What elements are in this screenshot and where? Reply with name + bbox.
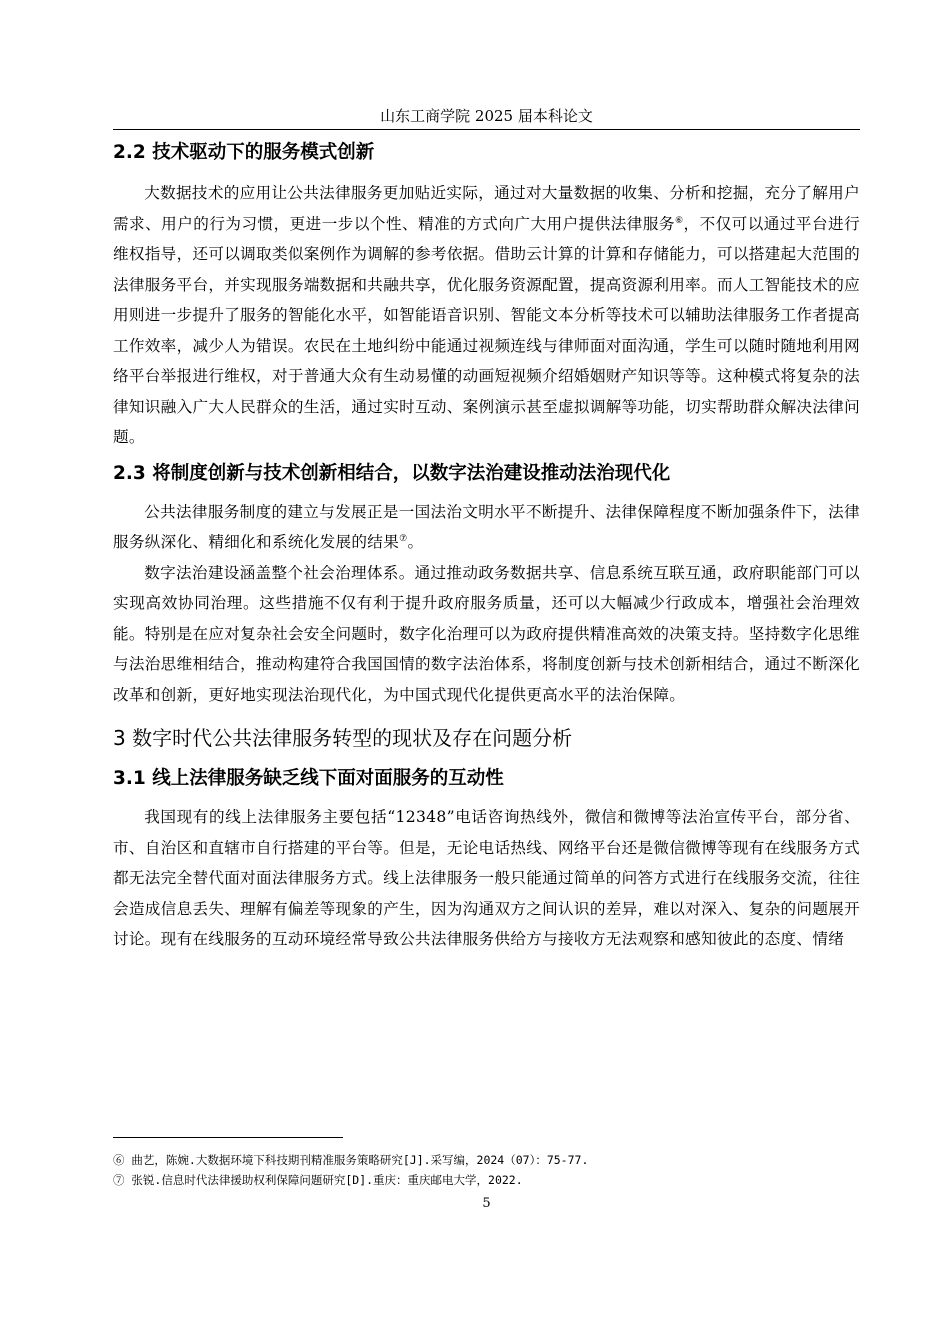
page-number: 5 [482,1196,491,1211]
chapter-heading-3: 3 数字时代公共法律服务转型的现状及存在问题分析 [113,726,573,750]
footnote-ref-6[interactable]: ⑥ [674,215,684,226]
paragraph-text: 。 [407,533,424,551]
footnote-ref-7[interactable]: ⑦ [399,533,408,544]
footnote-7: ⑦ 张锐.信息时代法律援助权利保障问题研究[D].重庆：重庆邮电大学，2022. [113,1173,523,1187]
paragraph-3-1: 我国现有的线上法律服务主要包括“12348”电话咨询热线外，微信和微博等法治宣传平台，部分省、市、自治区和直辖市自行搭建的平台等。但是，无论电话热线、网络平台还是微信微博等现有在线服务方式都无法完全替代面对面法律服务方式。线上法律服务一般只能通过简单的问答方式进行在线服务交流，往往会造成信息丢失、理解有偏差等现象的产生，因为沟通双方之间认识的差异，难以对深入、复杂的问题展开讨论。现有在线服务的互动环境经常导致公共法律服务供给方与接收方无法观察和感知彼此的态度、情绪 [113,808,861,948]
paragraph-text: ，不仅可以通过平台进行维权指导，还可以调取类似案例作为调解的参考依据。借助云计算的计算和存储能力，可以搭建起大范围的法律服务平台，并实现服务端数据和共融共享，优化服务资源配置，提高资源利用率。而人工智能技术的应用则进一步提升了服务的智能化水平，如智能语音识别、智能文本分析等技术可以辅助法律服务工作者提高工作效率，减少人为错误。农民在土地纠纷中能通过视频连线与律师面对面沟通，学生可以随时随地利用网络平台举报进行维权，对于普通大众有生动易懂的动画短视频介绍婚姻财产知识等等。这种模式将复杂的法律知识融入广大人民群众的生活，通过实时互动、案例演示甚至虚拟调解等功能，切实帮助群众解决法律问题。 [113,214,861,446]
footnotes [113,1150,860,1190]
running-header: 山东工商学院 2025 届本科论文 [380,107,593,125]
section-heading-3-1: 3.1 线上法律服务缺乏线下面对面服务的互动性 [113,768,504,789]
header-rule [113,129,860,130]
paragraph-2-2 [113,178,860,453]
paragraph-2-3-a [113,497,860,558]
paragraph-text: 大数据技术的应用让公共法律服务更加贴近实际，通过对大量数据的收集、分析和挖掘，充分了解用户需求、用户的行为习惯，更进一步以个性、精准的方式向广大用户提供法律服务 [113,184,860,233]
paragraph-text: 公共法律服务制度的建立与发展正是一国法治文明水平不断提升、法律保障程度不断加强条件下，法律服务纵深化、精细化和系统化发展的结果 [113,502,860,551]
section-heading-2-3: 2.3 将制度创新与技术创新相结合，以数字法治建设推动法治现代化 [113,462,671,484]
footnote-rule [113,1137,343,1138]
footnote-6: ⑥ 曲艺，陈婉.大数据环境下科技期刊精准服务策略研究[J].采写编，2024（07）：75-77. [113,1153,589,1167]
section-heading-2-2: 2.2 技术驱动下的服务模式创新 [113,142,375,163]
page-body [113,138,860,955]
paragraph-2-3-b: 数字法治建设涵盖整个社会治理体系。通过推动政务数据共享、信息系统互联互通，政府职能部门可以实现高效协同治理。这些措施不仅有利于提升政府服务质量，还可以大幅减少行政成本，增强社会治理效能。特别是在应对复杂社会安全问题时，数字化治理可以为政府提供精准高效的决策支持。坚持数字化思维与法治思维相结合，推动构建符合我国国情的数字法治体系，将制度创新与技术创新相结合，通过不断深化改革和创新，更好地实现法治现代化，为中国式现代化提供更高水平的法治保障。 [113,563,861,704]
